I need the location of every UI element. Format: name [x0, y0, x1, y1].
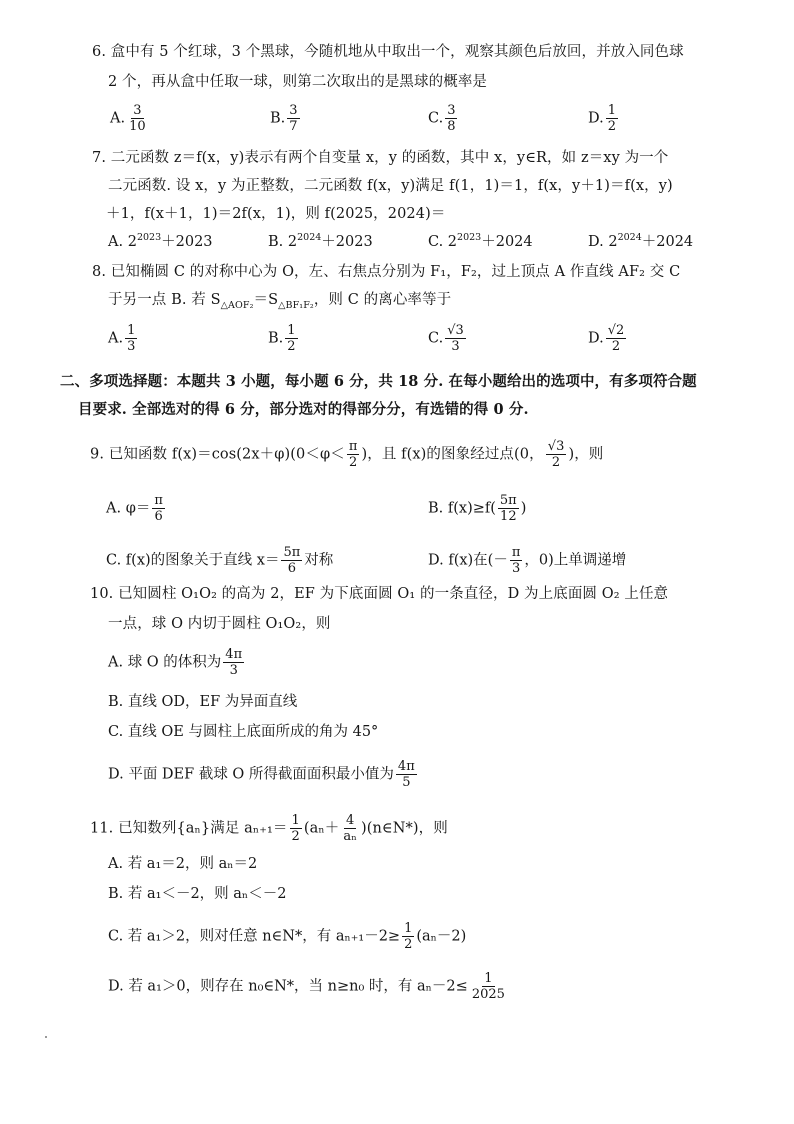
frac-num: π [154, 493, 163, 508]
option-label: D. [588, 234, 604, 250]
q9-option-a [106, 494, 167, 523]
q7-option-c [428, 232, 533, 252]
frac-num: 4π [397, 759, 415, 774]
option-label: B. [268, 234, 284, 250]
frac-den: 5 [402, 775, 411, 790]
q11-option-c [108, 922, 466, 951]
q9-option-d [428, 546, 626, 575]
text-run: ，则 C 的离心率等于 [313, 292, 452, 308]
q10-option-a [108, 648, 246, 677]
frac-den: 3 [229, 663, 238, 678]
q8-option-a [108, 324, 139, 353]
frac-num: 1 [404, 921, 413, 936]
text-run: D. 若 a₁＞0，则存在 n₀∈N*，当 n≥n₀ 时，有 aₙ－2≤ [108, 978, 468, 995]
frac-num: 1 [291, 813, 300, 828]
q11-option-a: A. 若 a₁＝2，则 aₙ＝2 [108, 856, 258, 872]
frac-den: 2 [348, 455, 358, 470]
q6-option-b [270, 104, 302, 133]
text-run: B. f(x)≥f( [428, 500, 496, 517]
text-run: C. 若 a₁＞2，则对任意 n∈N*，有 aₙ₊₁－2≥ [108, 928, 401, 945]
frac-den: 2 [611, 339, 621, 354]
q7-stem-line3: ＋1，f(x＋1，1)＝2f(x，1)，则 f(2025，2024)＝ [106, 206, 446, 222]
frac-num: 5π [283, 545, 301, 560]
frac-num: 3 [447, 103, 456, 118]
frac-den: 6 [287, 561, 296, 576]
frac-den: 2025 [471, 987, 505, 1002]
text-run: A. 球 O 的体积为 [108, 654, 222, 671]
q10-option-b: B. 直线 OD，EF 为异面直线 [108, 694, 298, 710]
option-label: A. [108, 234, 124, 250]
section2-heading-line1: 二、多项选择题：本题共 3 小题，每小题 6 分，共 18 分. 在每小题给出的选项中，有多项符合题 [60, 373, 697, 390]
frac-den: 3 [451, 339, 460, 354]
q7-stem-line2: 二元函数. 设 x，y 为正整数，二元函数 f(x，y)满足 f(1，1)＝1，f(x，y＋1)＝f(x，y) [108, 178, 673, 194]
q8-stem-line1: 8. 已知椭圆 C 的对称中心为 O，左、右焦点分别为 F₁，F₂，过上顶点 A 作直线 AF₂ 交 C [92, 264, 681, 280]
option-label: A. [108, 330, 124, 347]
q10-option-d [108, 760, 419, 789]
frac-num: √3 [447, 323, 464, 338]
q8-option-d [588, 324, 628, 353]
q6-stem-line1: 6. 盒中有 5 个红球，3 个黑球，今随机地从中取出一个，观察其颜色后放回，并放入同色球 [92, 44, 684, 60]
text-run: )(n∈N*)，则 [360, 820, 448, 837]
frac-den: 2 [291, 829, 300, 844]
frac-num: 1 [607, 103, 616, 118]
power-base: 2 [447, 234, 458, 250]
frac-den: 2 [287, 339, 296, 354]
frac-den: aₙ [343, 829, 357, 844]
option-rest: ＋2024 [481, 234, 533, 250]
q11-stem [90, 814, 448, 843]
q10-stem-line2: 一点，球 O 内切于圆柱 O₁O₂，则 [108, 616, 331, 632]
text-run: D. 平面 DEF 截球 O 所得截面面积最小值为 [108, 766, 394, 783]
q6-option-c [428, 104, 459, 133]
power-base: 2 [287, 234, 298, 250]
frac-num: π [348, 439, 358, 454]
option-label: A. [110, 110, 126, 127]
subscript: △BF₁F₂ [278, 299, 314, 311]
power-exponent: 2024 [297, 232, 322, 244]
option-label: D. [588, 110, 604, 127]
frac-num: 3 [289, 103, 298, 118]
frac-num: 1 [484, 971, 493, 986]
text-run: )，且 f(x)的图象经过点(0， [361, 446, 544, 463]
subscript: △AOF₂ [220, 299, 254, 311]
text-run: 9. 已知函数 f(x)＝cos(2x＋φ)(0＜φ＜ [90, 446, 345, 463]
frac-den: 12 [500, 509, 517, 524]
frac-den: 3 [127, 339, 136, 354]
text-run: 于另一点 B. 若 S [108, 292, 221, 308]
q9-stem [90, 440, 603, 469]
q6-option-a [110, 104, 150, 133]
frac-num: 4π [225, 647, 243, 662]
q6-stem-line2: 2 个，再从盒中任取一球，则第二次取出的是黑球的概率是 [108, 74, 488, 90]
frac-num: 3 [133, 103, 142, 118]
power-exponent: 2024 [617, 232, 642, 244]
q7-option-d [588, 232, 693, 252]
q10-stem-line1: 10. 已知圆柱 O₁O₂ 的高为 2，EF 为下底面圆 O₁ 的一条直径，D 为上底面圆 O₂ 上任意 [90, 586, 669, 602]
q11-option-d [108, 972, 509, 1001]
q8-option-b [268, 324, 300, 353]
text-run: ＝S [253, 292, 279, 308]
power-exponent: 2023 [136, 232, 162, 244]
option-label: B. [268, 330, 284, 347]
frac-den: 2 [607, 119, 616, 134]
option-rest: ＋2023 [161, 234, 213, 250]
option-rest: ＋2023 [321, 234, 373, 250]
text-run: (aₙ＋ [303, 820, 340, 837]
frac-den: 2 [404, 937, 413, 952]
q6-option-d [588, 104, 620, 133]
q10-option-c: C. 直线 OE 与圆柱上底面所成的角为 45° [108, 724, 379, 740]
frac-num: 1 [287, 323, 296, 338]
q9-option-b [428, 494, 526, 523]
frac-num: 5π [499, 493, 517, 508]
power-base: 2 [127, 234, 137, 250]
power-exponent: 2023 [457, 232, 482, 244]
frac-den: 8 [447, 119, 456, 134]
option-label: C. [428, 234, 444, 250]
frac-num: 1 [127, 323, 136, 338]
q7-option-b [268, 232, 373, 252]
option-rest: ＋2024 [641, 234, 694, 250]
text-run: )，则 [568, 446, 604, 463]
text-run: ) [520, 500, 527, 517]
section2-heading-line2: 目要求. 全部选对的得 6 分，部分选对的得部分分，有选错的得 0 分. [78, 401, 529, 418]
option-label: D. [588, 330, 604, 347]
q7-option-a [108, 232, 213, 252]
frac-num: 4 [345, 813, 355, 828]
frac-den: 6 [154, 509, 163, 524]
frac-den: 3 [511, 561, 521, 576]
text-run: 11. 已知数列{aₙ}满足 aₙ₊₁＝ [90, 820, 288, 837]
text-run: ，0)上单调递增 [524, 552, 627, 569]
option-label: C. [428, 110, 444, 127]
frac-den: 10 [129, 119, 146, 134]
scan-speck [45, 1036, 47, 1038]
power-base: 2 [608, 234, 618, 250]
q7-stem-line1: 7. 二元函数 z＝f(x，y)表示有两个自变量 x，y 的函数，其中 x，y∈R，如 z＝xy 为一个 [92, 150, 669, 166]
option-label: C. [428, 330, 444, 347]
frac-den: 2 [551, 455, 561, 470]
text-run: 对称 [304, 552, 334, 569]
q11-option-b: B. 若 a₁＜－2，则 aₙ＜－2 [108, 886, 287, 902]
q9-option-c [106, 546, 333, 575]
option-label: B. [270, 110, 286, 127]
frac-den: 7 [289, 119, 298, 134]
text-run: A. φ＝ [106, 500, 151, 517]
text-run: D. f(x)在(－ [428, 552, 508, 569]
text-run: (aₙ－2) [416, 928, 467, 945]
q8-option-c [428, 324, 468, 353]
q8-stem-line2 [108, 290, 451, 310]
text-run: C. f(x)的图象关于直线 x＝ [106, 552, 280, 569]
frac-num: √2 [607, 323, 625, 338]
frac-num: √3 [547, 439, 565, 454]
frac-num: π [511, 545, 521, 560]
